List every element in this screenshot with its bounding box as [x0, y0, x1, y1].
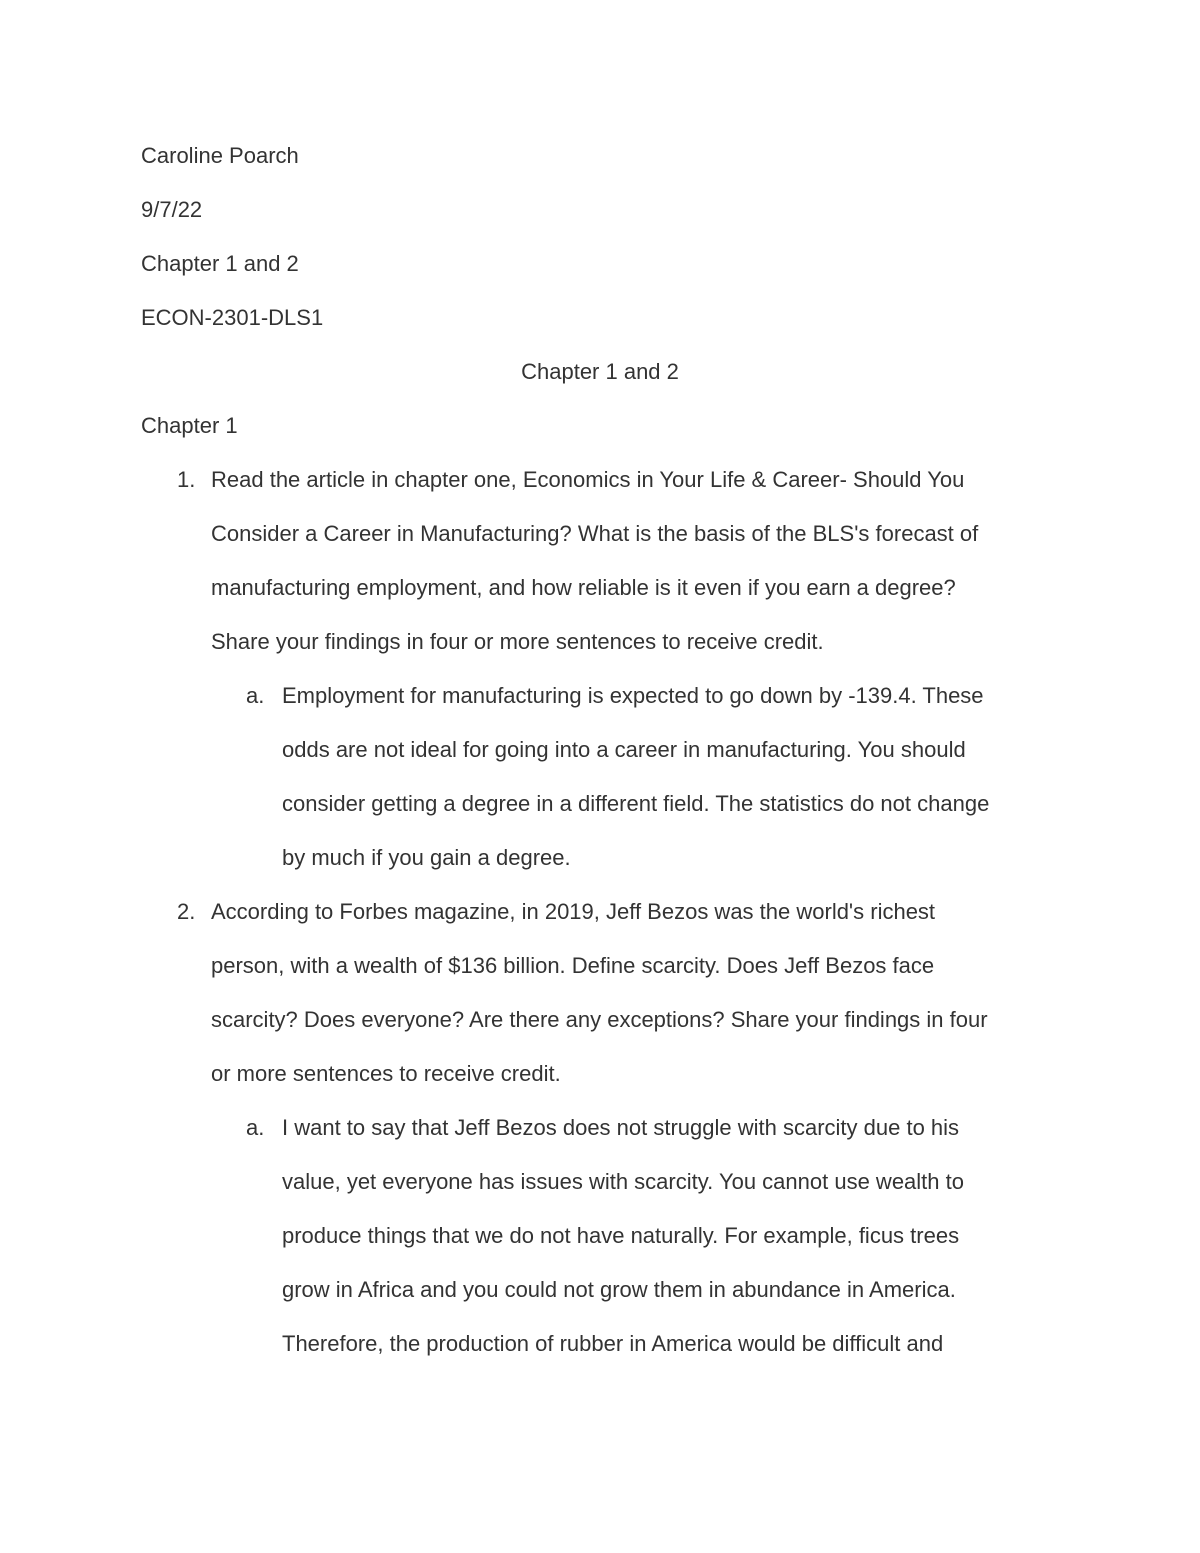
answer-line: consider getting a degree in a different field. The statistics do not change [282, 791, 990, 816]
answer-line: by much if you gain a degree. [282, 845, 571, 870]
question-line: According to Forbes magazine, in 2019, Jeff Bezos was the world's richest [211, 899, 936, 924]
question-number: 1. [177, 467, 196, 492]
question-text [141, 464, 1059, 680]
answer-line: Therefore, the production of rubber in America would be difficult and [282, 1331, 944, 1356]
answer-2 [141, 1112, 1059, 1382]
question-line: scarcity? Does everyone? Are there any exceptions? Share your findings in four [211, 1007, 988, 1032]
assignment-name: Chapter 1 and 2 [141, 251, 299, 276]
question-line: manufacturing employment, and how reliable is it even if you earn a degree? [211, 575, 956, 600]
question-line: or more sentences to receive credit. [211, 1061, 561, 1086]
question-line: Consider a Career in Manufacturing? What is the basis of the BLS's forecast of [211, 521, 979, 546]
question-line: Read the article in chapter one, Economics in Your Life & Career- Should You [211, 467, 965, 492]
section-heading: Chapter 1 [141, 413, 238, 438]
answer-label: a. [246, 1115, 265, 1140]
answer-line: I want to say that Jeff Bezos does not struggle with scarcity due to his [282, 1115, 960, 1140]
document-title: Chapter 1 and 2 [521, 359, 679, 384]
question-line: Share your findings in four or more sentences to receive credit. [211, 629, 824, 654]
answer-text [141, 1112, 1059, 1382]
answer-1 [141, 680, 1059, 896]
question-number: 2. [177, 899, 196, 924]
answer-text [141, 680, 1059, 896]
question-text [141, 896, 1059, 1112]
answer-line: produce things that we do not have naturally. For example, ficus trees [282, 1223, 960, 1248]
question-1 [141, 464, 1059, 680]
author-name: Caroline Poarch [141, 143, 299, 168]
question-line: person, with a wealth of $136 billion. Define scarcity. Does Jeff Bezos face [211, 953, 935, 978]
answer-line: value, yet everyone has issues with scarcity. You cannot use wealth to [282, 1169, 964, 1194]
document-date: 9/7/22 [141, 197, 203, 222]
question-2 [141, 896, 1059, 1112]
answer-line: odds are not ideal for going into a career in manufacturing. You should [282, 737, 966, 762]
document-body [141, 140, 1059, 1382]
course-code: ECON-2301-DLS1 [141, 305, 324, 330]
answer-line: grow in Africa and you could not grow them in abundance in America. [282, 1277, 956, 1302]
answer-label: a. [246, 683, 265, 708]
answer-line: Employment for manufacturing is expected to go down by -139.4. These [282, 683, 984, 708]
